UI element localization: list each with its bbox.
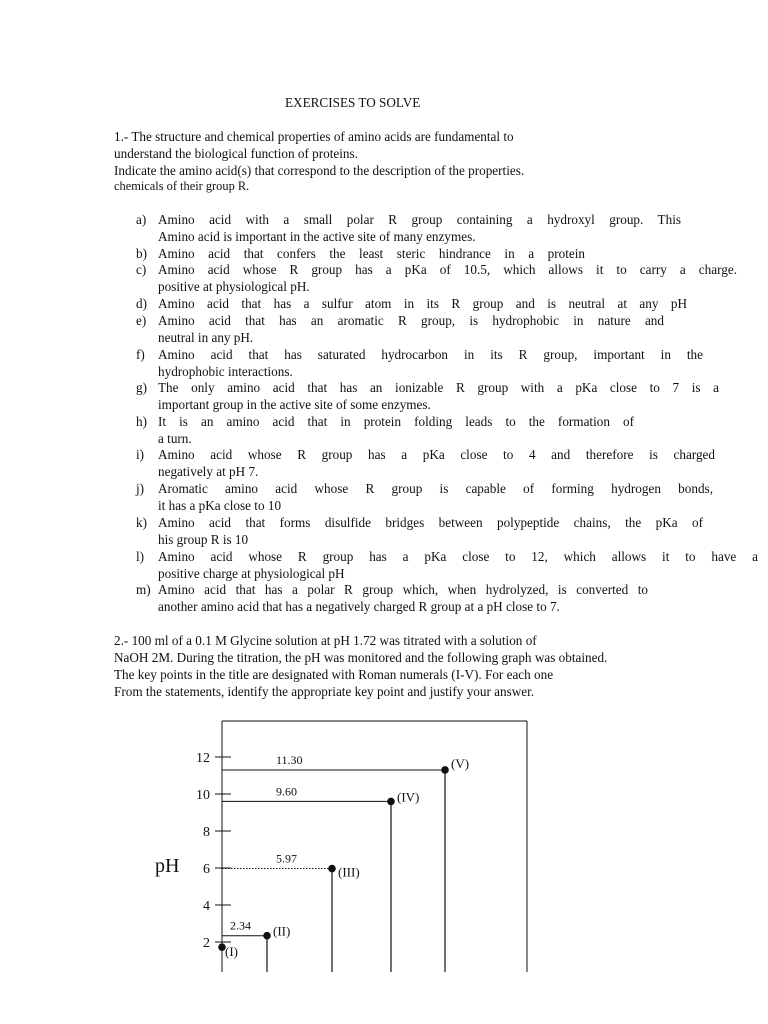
item-line-2: positive charge at physiological pH bbox=[158, 565, 345, 581]
page-title: EXERCISES TO SOLVE bbox=[285, 95, 421, 110]
q1-intro-line-1: 1.- The structure and chemical properties of amino acids are fundamental to bbox=[114, 129, 514, 144]
item-line-1: Amino acid that has a sulfur atom in its R group and is neutral at any pH bbox=[158, 296, 687, 311]
item-line-1: Amino acid with a small polar R group containing a hydroxyl group. This bbox=[158, 212, 681, 227]
item-line-1: Amino acid that confers the least steric hindrance in a protein bbox=[158, 246, 585, 261]
item-label: e) bbox=[136, 313, 147, 328]
q1-intro-line-2: understand the biological function of proteins. bbox=[114, 146, 358, 161]
point-label: (V) bbox=[451, 755, 470, 771]
item-label: i) bbox=[136, 447, 145, 462]
item-label: a) bbox=[136, 212, 147, 227]
item-label: b) bbox=[136, 246, 147, 261]
item-line-2: it has a pKa close to 10 bbox=[158, 497, 282, 513]
q1-intro-line-4: chemicals of their group R. bbox=[114, 179, 250, 193]
point-label: (III) bbox=[338, 864, 360, 880]
item-line-1: Amino acid that has an aromatic R group, is hydrophobic in nature and bbox=[158, 313, 664, 328]
y-tick-label: 6 bbox=[203, 862, 210, 877]
item-label: j) bbox=[136, 481, 145, 496]
point-label: (IV) bbox=[397, 789, 420, 805]
item-line-1: Aromatic amino acid whose R group is capable of forming hydrogen bonds, bbox=[158, 481, 713, 496]
item-line-1: Amino acid that has saturated hydrocarbon in its R group, important in the bbox=[158, 347, 703, 362]
q2-line-2: NaOH 2M. During the titration, the pH was monitored and the following graph was obtained. bbox=[114, 650, 608, 665]
item-label: h) bbox=[136, 414, 147, 429]
point-label: (I) bbox=[225, 944, 238, 960]
data-point bbox=[387, 798, 395, 806]
item-line-2: Amino acid is important in the active site of many enzymes. bbox=[158, 228, 476, 244]
item-line-2: his group R is 10 bbox=[158, 531, 249, 547]
y-tick-label: 10 bbox=[196, 788, 210, 803]
item-line-2: positive at physiological pH. bbox=[158, 278, 310, 294]
y-tick-label: 8 bbox=[203, 825, 210, 840]
y-tick-label: 2 bbox=[203, 936, 210, 951]
item-line-2: a turn. bbox=[158, 430, 192, 446]
titration-graph bbox=[150, 716, 550, 976]
value-label: 9.60 bbox=[276, 784, 297, 799]
item-label: l) bbox=[136, 549, 145, 564]
y-tick-label: 4 bbox=[203, 899, 210, 914]
item-line-1: Amino acid that forms disulfide bridges between polypeptide chains, the pKa of bbox=[158, 515, 703, 530]
item-line-2: hydrophobic interactions. bbox=[158, 363, 293, 379]
item-label: d) bbox=[136, 296, 147, 311]
item-line-1: It is an amino acid that in protein folding leads to the formation of bbox=[158, 414, 634, 429]
y-tick-label: 12 bbox=[196, 751, 210, 766]
item-label: m) bbox=[136, 582, 151, 597]
q1-intro-line-3: Indicate the amino acid(s) that correspond to the description of the properties. bbox=[114, 163, 525, 178]
item-label: f) bbox=[136, 347, 145, 362]
q2-line-4: From the statements, identify the appropriate key point and justify your answer. bbox=[114, 684, 535, 699]
item-label: k) bbox=[136, 515, 147, 530]
point-label: (II) bbox=[273, 923, 291, 939]
item-label: c) bbox=[136, 262, 147, 277]
item-line-2: another amino acid that has a negatively charged R group at a pH close to 7. bbox=[158, 598, 560, 614]
item-line-2: important group in the active site of some enzymes. bbox=[158, 396, 431, 412]
y-axis-label: pH bbox=[155, 855, 180, 877]
data-point bbox=[441, 766, 449, 774]
item-line-1: Amino acid whose R group has a pKa close to 4 and therefore is charged bbox=[158, 447, 715, 462]
value-label: 2.34 bbox=[230, 918, 251, 933]
value-label: 5.97 bbox=[276, 851, 297, 866]
item-line-1: Amino acid that has a polar R group which, when hydrolyzed, is converted to bbox=[158, 582, 648, 597]
value-label: 11.30 bbox=[276, 752, 303, 767]
data-point bbox=[263, 932, 271, 940]
q2-line-3: The key points in the title are designated with Roman numerals (I-V). For each one bbox=[114, 667, 554, 682]
item-line-2: negatively at pH 7. bbox=[158, 463, 259, 479]
item-label: g) bbox=[136, 380, 147, 395]
item-line-1: Amino acid whose R group has a pKa of 10.5, which allows it to carry a charge. bbox=[158, 262, 737, 277]
item-line-1: Amino acid whose R group has a pKa close to 12, which allows it to have a bbox=[158, 549, 758, 564]
data-point bbox=[328, 865, 336, 873]
item-line-2: neutral in any pH. bbox=[158, 329, 254, 345]
q2-line-1: 2.- 100 ml of a 0.1 M Glycine solution at pH 1.72 was titrated with a solution of bbox=[114, 633, 537, 648]
item-line-1: The only amino acid that has an ionizable R group with a pKa close to 7 is a bbox=[158, 380, 719, 395]
